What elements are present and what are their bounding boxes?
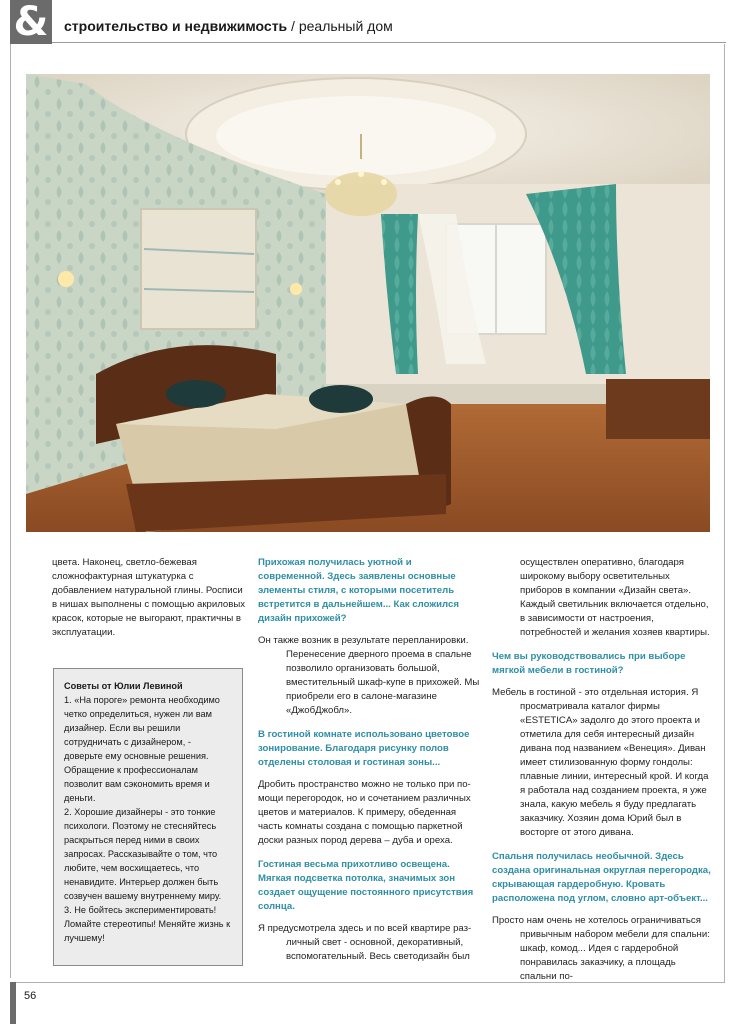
section-title <box>64 18 393 34</box>
tip-item: 1. «На пороге» ремонта необходимо четко определиться, нужен ли вам дизайнер. Если вы решили сотрудничать с дизайнером, - доверьте ему основные решения. Обращение к профессионалам позволит вам сэкономить время и деньги. <box>64 695 220 803</box>
page-number: 56 <box>24 990 37 1002</box>
page-header <box>0 0 736 44</box>
bedroom-illustration <box>26 74 710 532</box>
page-tab-marker <box>10 982 16 1024</box>
interview-question: В гостиной комнате использовано цветовое зонирование. Благодаря рисунку полов отделены столовая и гостиная зоны... <box>258 729 470 768</box>
section-separator: / <box>287 18 299 34</box>
header-rule <box>52 42 726 43</box>
bedroom-photo <box>26 74 710 532</box>
answer-text: личный свет - основной, декоративный, вспомогательный. Весь светодизайн был <box>286 937 470 962</box>
answer-first-line: Я предусмотрела здесь и по всей квартире раз- <box>258 923 472 934</box>
answer-first-line: Мебель в гостиной - это отдельная история. Я <box>492 687 699 698</box>
left-border <box>10 44 11 978</box>
column-1-text: цвета. Наконец, светло-бежевая сложнофактурная штукатурка с добавлением натуральной глины. Росписи в нишах выполнены с помощью акриловых красок, которые не выгорают, практичны в эксплуатации. <box>52 557 246 638</box>
subsection-name: реальный дом <box>298 18 393 34</box>
answer-text: Перенесение дверного проема в спальне позволило организовать большой, вместительный шкаф-купе в прихожей. Мы приобрели его в салоне-магазине «ДжобДжобл». <box>286 649 480 716</box>
answer-text: привычным набором мебели для спальни: шкаф, комод... Идея с гардеробной понравилась заказчику, а площадь спальни по- <box>520 929 710 982</box>
tip-item: 2. Хорошие дизайнеры - это тонкие психологи. Поэтому не стесняйтесь раскрыться перед ними в своих запросах. Рассказывайте о том, что любите, чем восхищаетесь, что ненавидите. Интерьер должен быть созвучен вашему внутреннему миру. <box>64 807 222 901</box>
interview-question: Прихожая получилась уютной и современной. Здесь заявлены основные элементы стиля, с которыми посетитель встретится в дальнейшем... Как сложился дизайн прихожей? <box>258 557 459 624</box>
answer-first-line: Дробить пространство можно не только при по- <box>258 779 471 790</box>
answer-first-line: Просто нам очень не хотелось ограничиваться <box>492 915 701 926</box>
section-name: строительство и недвижимость <box>64 18 288 34</box>
answer-first-line: Он также возник в результате перепланировки. <box>258 635 469 646</box>
interview-question: Чем вы руководствовались при выборе мягкой мебели в гостиной? <box>492 651 686 676</box>
tip-item: 3. Не бойтесь экспериментировать! Ломайте стереотипы! Меняйте жизнь к лучшему! <box>64 905 231 943</box>
answer-text: мощи перегородок, но и сочетанием различных цветов и материалов. К примеру, обеденная часть комнаты создана с помощью паркетной доски разных пород дерева – дуба и ореха. <box>258 793 471 846</box>
answer-text: осуществлен оперативно, благодаря широкому выбору осветительных приборов в компании «Дизайн света». Каждый светильник включается отдельно, в зависимости от настроения, потребностей и желания хозяев квартиры. <box>520 557 710 638</box>
column-2 <box>258 556 480 964</box>
right-border <box>724 44 725 982</box>
ampersand-logo: & <box>10 0 52 44</box>
interview-question: Гостиная весьма прихотливо освещена. Мягкая подсветка потолка, значимых зон создает ощущение постоянного присутствия солнца. <box>258 859 474 912</box>
answer-text: просматривала каталог фирмы «ESTETICA» задолго до этого проекта и отметила для себя интересный дизайн дивана под названием «Венеция». Диван имеет стилизованную форму гондолы: плавные линии, интересный крой. И когда я работала над созданием проекта, я уже знала, какую мебель я буду предлагать заказчику. Хозяин дома Юрий был в восторге от этого дивана. <box>520 701 709 838</box>
tips-title: Советы от Юлии Левиной <box>64 681 183 691</box>
tips-box <box>53 668 243 966</box>
column-3 <box>492 556 714 984</box>
interview-question: Спальня получилась необычной. Здесь создана оригинальная округлая перегородка, скрывающая гардеробную. Кровать расположена под углом, словно арт-объект... <box>492 851 711 904</box>
column-1 <box>52 556 248 640</box>
